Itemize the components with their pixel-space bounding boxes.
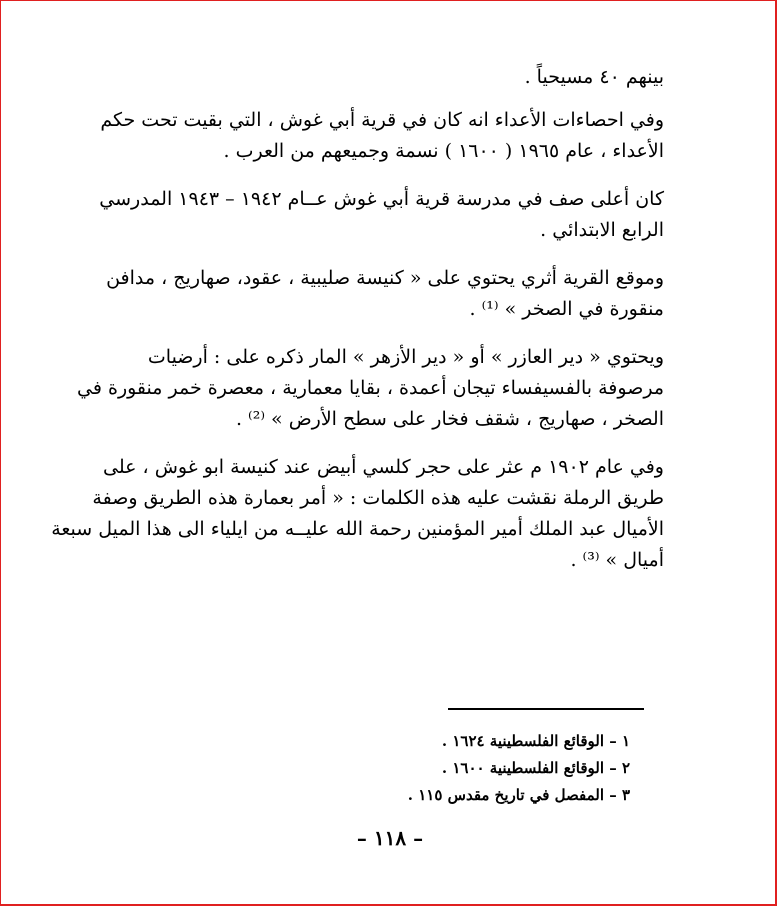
paragraph-line: منقورة في الصخر » ⁽¹⁾ . [469,298,664,320]
body-text [51,62,664,593]
paragraph-line: مرصوفة بالفسيفساء تيجان أعمدة ، بقايا معمارية ، معصرة خمر منقورة في [77,377,664,399]
paragraph-3 [99,184,664,246]
paragraph-5 [77,342,664,435]
paragraph-1 [130,62,664,93]
paragraph-line: الأميال عبد الملك أمير المؤمنين رحمة الله عليــه من ايلياء الى هذا الميل سبعة [51,518,664,540]
paragraph-line: وفي احصاءات الأعداء انه كان في قرية أبي غوش ، التي بقيت تحت حكم [100,109,664,131]
footnote-1: ١ – الوقائع الفلسطينية ١٦٢٤ . [441,732,630,750]
footnote-2: ٢ – الوقائع الفلسطينية ١٦٠٠ . [441,759,630,777]
paragraph-2 [100,105,664,167]
page-number: – ١١٨ – [356,826,424,850]
paragraph-line: بينهم ٤٠ مسيحياً . [524,66,664,88]
paragraph-line: الرابع الابتدائي . [540,219,664,241]
paragraph-6 [51,452,664,576]
paragraph-line: أميال » ⁽³⁾ . [570,549,664,571]
paragraph-line: ويحتوي « دير العازر » أو « دير الأزهر » المار ذكره على : أرضيات [147,346,664,368]
paragraph-line: كان أعلى صف في مدرسة قرية أبي غوش عــام ١٩٤٢ – ١٩٤٣ المدرسي [99,188,664,210]
paragraph-line: الأعداء ، عام ١٩٦٥ ( ١٦٠٠ ) نسمة وجميعهم من العرب . [223,140,664,162]
footnote-divider [448,708,644,710]
paragraph-line: وموقع القرية أثري يحتوي على « كنيسة صليبية ، عقود، صهاريج ، مدافن [106,267,664,289]
paragraph-line: طريق الرملة نقشت عليه هذه الكلمات : « أمر بعمارة هذه الطريق وصفة [92,487,664,509]
paragraph-4 [106,263,664,325]
footnotes [400,728,630,809]
footnote-3: ٣ – المفصل في تاريخ مقدس ١١٥ . [407,786,630,804]
paragraph-line: وفي عام ١٩٠٢ م عثر على حجر كلسي أبيض عند كنيسة ابو غوش ، على [103,456,664,478]
paragraph-line: الصخر ، صهاريج ، شقف فخار على سطح الأرض » ⁽²⁾ . [235,408,664,430]
